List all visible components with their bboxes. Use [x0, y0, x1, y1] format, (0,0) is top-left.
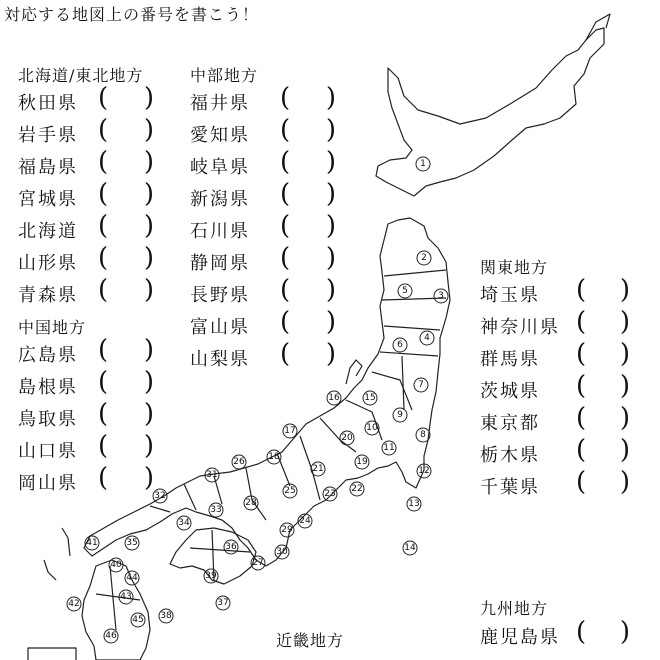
pref-row — [190, 211, 336, 246]
hokkaido-outline — [376, 28, 604, 196]
pref-row — [190, 115, 336, 150]
pref-name: 静岡県 — [190, 253, 250, 274]
paren-right: ) — [143, 243, 154, 273]
map-marker-number: 34 — [178, 518, 190, 528]
region-title-chubu: 中部地方 — [190, 66, 259, 85]
paren-right: ) — [143, 179, 154, 209]
pref-name: 山口県 — [18, 441, 78, 462]
pref-name: 宮城県 — [18, 189, 78, 210]
pref-name: 愛知県 — [190, 125, 250, 146]
paren-left: ( — [280, 307, 291, 337]
paren-right: ) — [143, 147, 154, 177]
map-marker-number: 37 — [217, 598, 229, 608]
paren-left: ( — [576, 307, 587, 337]
map-marker-number: 8 — [420, 430, 426, 440]
pref-name: 北海道 — [18, 221, 78, 242]
paren-left: ( — [576, 435, 587, 465]
paren-left: ( — [280, 115, 291, 145]
map-marker-number: 39 — [205, 571, 217, 581]
map-marker-number: 12 — [418, 466, 430, 476]
pref-row — [190, 179, 336, 214]
pref-row — [480, 275, 630, 310]
map-marker-number: 6 — [397, 340, 403, 350]
map-marker-number: 10 — [366, 423, 378, 433]
paren-right: ) — [325, 147, 336, 177]
paren-right: ) — [325, 243, 336, 273]
pref-name: 福井県 — [190, 93, 250, 114]
paren-left: ( — [280, 179, 291, 209]
paren-right: ) — [325, 307, 336, 337]
paren-right: ) — [325, 179, 336, 209]
map-marker-number: 27 — [252, 558, 264, 568]
paren-right: ) — [325, 211, 336, 241]
paren-left: ( — [98, 399, 109, 429]
map-marker-number: 33 — [210, 505, 222, 515]
map-marker-number: 16 — [328, 393, 340, 403]
paren-left: ( — [98, 463, 109, 493]
map-marker-number: 2 — [421, 253, 427, 263]
paren-right: ) — [619, 403, 630, 433]
map-marker-number: 24 — [299, 516, 311, 526]
map-marker-number: 20 — [341, 433, 353, 443]
pref-row — [190, 307, 336, 342]
pref-name: 岐阜県 — [190, 157, 250, 178]
region-title-chugoku: 中国地方 — [18, 318, 87, 337]
paren-right: ) — [325, 83, 336, 113]
pref-row — [190, 147, 336, 182]
paren-right: ) — [325, 115, 336, 145]
pref-row — [18, 211, 154, 246]
map-marker-number: 13 — [408, 499, 420, 509]
pref-name: 石川県 — [190, 221, 250, 242]
pref-name: 東京都 — [480, 413, 540, 434]
map-marker-number: 26 — [233, 457, 245, 467]
paren-right: ) — [143, 335, 154, 365]
map-marker-number: 9 — [397, 410, 403, 420]
paren-right: ) — [619, 467, 630, 497]
paren-left: ( — [576, 403, 587, 433]
paren-left: ( — [280, 243, 291, 273]
pref-name: 千葉県 — [480, 477, 540, 498]
region-title-hokkaido-tohoku: 北海道/東北地方 — [18, 66, 144, 85]
pref-name: 長野県 — [190, 285, 250, 306]
map-marker-number: 3 — [438, 291, 444, 301]
map-marker-number: 15 — [364, 393, 376, 403]
pref-row — [18, 83, 154, 118]
paren-right: ) — [143, 431, 154, 461]
paren-right: ) — [143, 115, 154, 145]
map-marker-number: 44 — [126, 573, 138, 583]
pref-row — [190, 339, 336, 374]
paren-right: ) — [143, 463, 154, 493]
map-marker-number: 46 — [105, 631, 117, 641]
pref-name: 山梨県 — [190, 349, 250, 370]
pref-name: 福島県 — [18, 157, 78, 178]
pref-row — [18, 147, 154, 182]
pref-name: 群馬県 — [480, 349, 540, 370]
pref-name: 青森県 — [18, 285, 78, 306]
map-marker-number: 31 — [206, 470, 218, 480]
paren-left: ( — [280, 275, 291, 305]
paren-right: ) — [619, 435, 630, 465]
pref-row — [18, 335, 154, 370]
pref-row — [480, 371, 630, 406]
paren-right: ) — [325, 339, 336, 369]
paren-left: ( — [98, 243, 109, 273]
map-marker-number: 23 — [324, 489, 336, 499]
map-marker-number: 35 — [126, 538, 138, 548]
pref-row — [480, 617, 630, 652]
pref-row — [190, 275, 336, 310]
pref-row — [18, 243, 154, 278]
pref-name: 秋田県 — [18, 93, 78, 114]
pref-row — [18, 115, 154, 150]
paren-left: ( — [576, 467, 587, 497]
pref-name: 神奈川県 — [480, 317, 560, 338]
pref-name: 富山県 — [190, 317, 250, 338]
paren-right: ) — [619, 617, 630, 647]
pref-name: 栃木県 — [480, 445, 540, 466]
paren-right: ) — [143, 367, 154, 397]
pref-row — [190, 83, 336, 118]
page-title: 対応する地図上の番号を書こう！ — [4, 5, 260, 24]
answer-blank[interactable] — [98, 463, 154, 498]
pref-row — [480, 307, 630, 342]
map-marker-number: 1 — [420, 159, 426, 169]
map-marker-number: 45 — [132, 615, 144, 625]
paren-right: ) — [143, 399, 154, 429]
map-marker-number: 41 — [86, 538, 98, 548]
pref-row — [18, 367, 154, 402]
paren-right: ) — [619, 307, 630, 337]
paren-left: ( — [280, 147, 291, 177]
map-marker-number: 29 — [281, 525, 293, 535]
pref-name: 山形県 — [18, 253, 78, 274]
pref-row — [18, 399, 154, 434]
region-title-kinki: 近畿地方 — [276, 631, 345, 650]
paren-left: ( — [280, 339, 291, 369]
pref-name: 広島県 — [18, 345, 78, 366]
map-marker-number: 19 — [356, 457, 368, 467]
answer-blank[interactable] — [576, 617, 630, 652]
map-marker-number: 25 — [284, 486, 296, 496]
pref-name: 埼玉県 — [480, 285, 540, 306]
paren-left: ( — [576, 339, 587, 369]
paren-left: ( — [98, 115, 109, 145]
answer-blank[interactable] — [280, 339, 336, 374]
pref-row — [18, 431, 154, 466]
map-marker-number: 14 — [404, 543, 416, 553]
paren-left: ( — [98, 179, 109, 209]
pref-row — [480, 467, 630, 502]
pref-name: 新潟県 — [190, 189, 250, 210]
paren-left: ( — [576, 275, 587, 305]
map-marker-number: 36 — [225, 542, 237, 552]
map-marker-number: 7 — [418, 380, 424, 390]
paren-left: ( — [98, 335, 109, 365]
paren-left: ( — [98, 431, 109, 461]
region-title-kanto: 関東地方 — [480, 258, 549, 277]
map-marker-number: 21 — [312, 464, 324, 474]
paren-left: ( — [98, 83, 109, 113]
kyushu-outline — [82, 560, 150, 660]
map-marker-number: 22 — [351, 484, 363, 494]
pref-row — [18, 463, 154, 498]
pref-name: 茨城県 — [480, 381, 540, 402]
paren-left: ( — [98, 211, 109, 241]
paren-left: ( — [576, 617, 587, 647]
paren-right: ) — [619, 371, 630, 401]
paren-right: ) — [325, 275, 336, 305]
map-marker-number: 18 — [268, 452, 280, 462]
map-marker-number: 30 — [276, 547, 288, 557]
paren-left: ( — [576, 371, 587, 401]
pref-name: 鳥取県 — [18, 409, 78, 430]
paren-right: ) — [619, 339, 630, 369]
pref-name: 岩手県 — [18, 125, 78, 146]
map-marker-number: 43 — [120, 592, 132, 602]
answer-blank[interactable] — [576, 467, 630, 502]
paren-right: ) — [143, 275, 154, 305]
map-marker-number: 40 — [110, 560, 122, 570]
map-marker-number: 5 — [402, 286, 408, 296]
paren-left: ( — [98, 147, 109, 177]
pref-name: 岡山県 — [18, 473, 78, 494]
paren-left: ( — [280, 211, 291, 241]
pref-row — [18, 179, 154, 214]
pref-row — [18, 275, 154, 310]
paren-right: ) — [143, 83, 154, 113]
map-marker-number: 32 — [154, 491, 166, 501]
pref-name: 鹿児島県 — [480, 627, 560, 648]
paren-left: ( — [98, 367, 109, 397]
paren-right: ) — [143, 211, 154, 241]
pref-row — [480, 339, 630, 374]
paren-right: ) — [619, 275, 630, 305]
paren-left: ( — [98, 275, 109, 305]
pref-row — [480, 435, 630, 470]
map-marker-number: 28 — [245, 498, 257, 508]
map-marker-number: 4 — [424, 333, 430, 343]
answer-blank[interactable] — [98, 275, 154, 310]
pref-row — [480, 403, 630, 438]
pref-row — [190, 243, 336, 278]
pref-name: 島根県 — [18, 377, 78, 398]
map-marker-number: 11 — [383, 443, 395, 453]
paren-left: ( — [280, 83, 291, 113]
map-marker-number: 38 — [160, 611, 172, 621]
map-marker-number: 42 — [68, 599, 80, 609]
map-marker-number: 17 — [284, 426, 296, 436]
region-title-kyushu: 九州地方 — [480, 599, 549, 618]
